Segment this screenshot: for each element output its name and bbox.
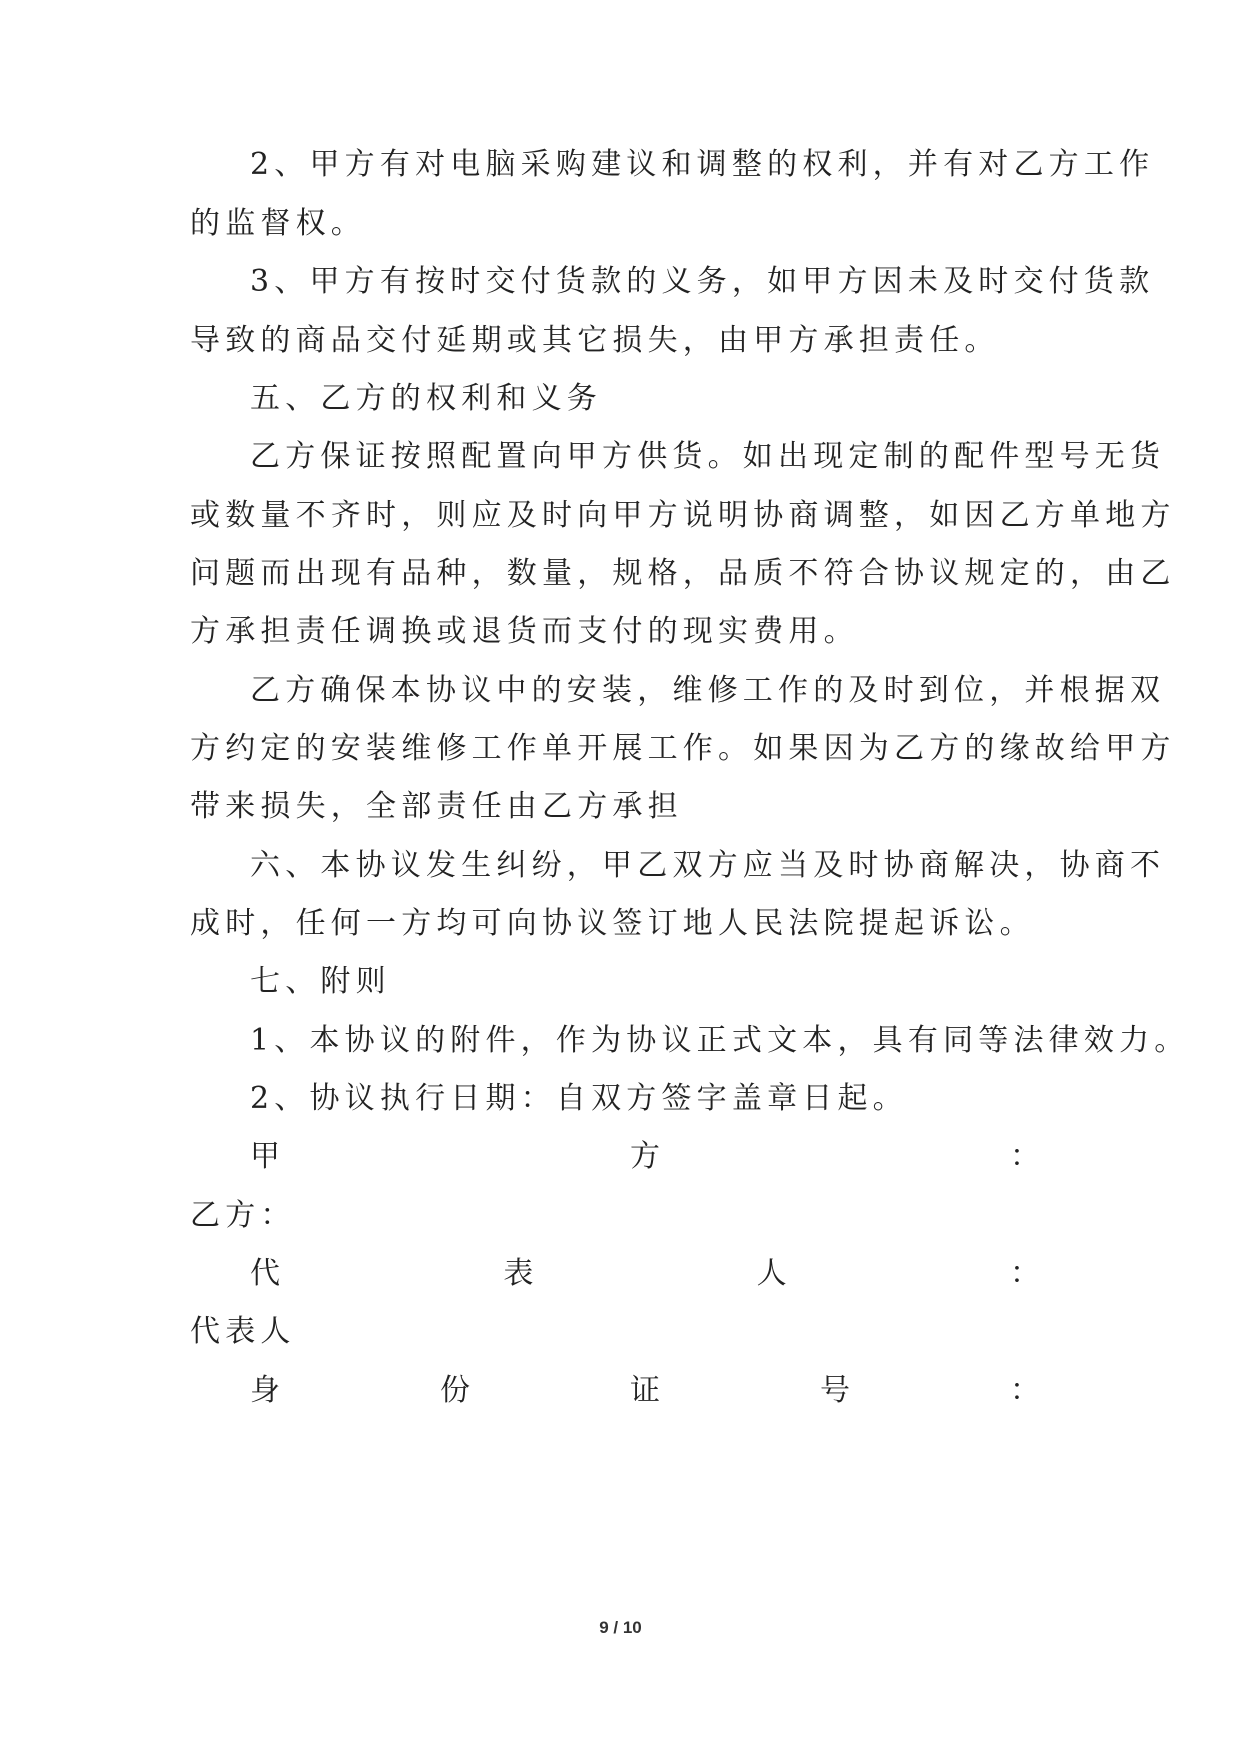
- paragraph-line: 乙方保证按照配置向甲方供货。如出现定制的配件型号无货: [250, 439, 1166, 474]
- paragraph-line: 方承担责任调换或退货而支付的现实费用。: [190, 614, 859, 649]
- paragraph-line: 问题而出现有品种，数量，规格，品质不符合协议规定的，由乙: [190, 556, 1176, 591]
- signature-char: 代: [250, 1256, 280, 1291]
- paragraph-line: 方约定的安装维修工作单开展工作。如果因为乙方的缘故给甲方: [190, 731, 1176, 766]
- signature-representative-b-label: 代表人: [190, 1314, 296, 1349]
- signature-char: 份: [440, 1373, 470, 1408]
- paragraph-line: 2、协议执行日期：自双方签字盖章日起。: [250, 1081, 908, 1116]
- paragraph-line: 六、本协议发生纠纷，甲乙双方应当及时协商解决，协商不: [250, 848, 1166, 883]
- signature-char: 人: [756, 1256, 787, 1291]
- paragraph-line: 的监督权。: [190, 206, 366, 241]
- signature-char: 证: [630, 1373, 660, 1408]
- signature-char: 身: [250, 1373, 280, 1408]
- section-heading: 七、附则: [250, 964, 391, 999]
- signature-party-b-label: 乙方：: [190, 1198, 296, 1233]
- signature-char: ：: [1010, 1139, 1040, 1174]
- paragraph-line: 1、本协议的附件，作为协议正式文本，具有同等法律效力。: [250, 1023, 1190, 1058]
- paragraph-line: 2、甲方有对电脑采购建议和调整的权利，并有对乙方工作: [250, 147, 1155, 182]
- paragraph-line: 导致的商品交付延期或其它损失，由甲方承担责任。: [190, 323, 1000, 358]
- signature-char: 号: [820, 1373, 850, 1408]
- paragraph-line: 或数量不齐时，则应及时向甲方说明协商调整，如因乙方单地方: [190, 498, 1176, 533]
- signature-char: 甲: [250, 1139, 280, 1174]
- paragraph-line: 乙方确保本协议中的安装，维修工作的及时到位，并根据双: [250, 673, 1166, 708]
- signature-representative-a-line: [250, 1254, 1040, 1294]
- signature-char: ：: [1010, 1373, 1040, 1408]
- signature-id-number-line: [250, 1371, 1040, 1411]
- signature-char: 方: [630, 1139, 660, 1174]
- signature-char: ：: [1009, 1256, 1040, 1291]
- signature-party-a-line: [250, 1137, 1040, 1177]
- section-heading: 五、乙方的权利和义务: [250, 381, 602, 416]
- signature-char: 表: [503, 1256, 534, 1291]
- paragraph-line: 成时，任何一方均可向协议签订地人民法院提起诉讼。: [190, 906, 1035, 941]
- page-number: 9 / 10: [599, 1618, 642, 1637]
- paragraph-line: 带来损失，全部责任由乙方承担: [190, 789, 683, 824]
- paragraph-line: 3、甲方有按时交付货款的义务，如甲方因未及时交付货款: [250, 264, 1155, 299]
